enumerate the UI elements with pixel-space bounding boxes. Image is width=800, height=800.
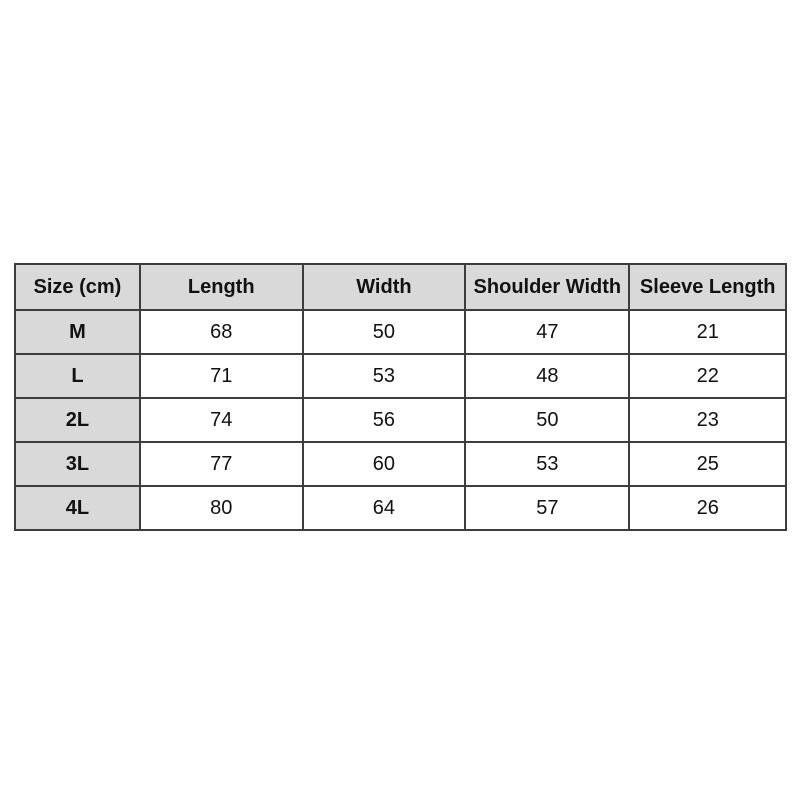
size-label: M	[15, 310, 140, 354]
size-label: L	[15, 354, 140, 398]
shoulder-width-value: 57	[465, 486, 629, 530]
size-chart-table	[14, 263, 787, 531]
width-value: 50	[303, 310, 466, 354]
width-value: 56	[303, 398, 466, 442]
length-value: 68	[140, 310, 303, 354]
width-value: 60	[303, 442, 466, 486]
size-label: 2L	[15, 398, 140, 442]
shoulder-width-value: 47	[465, 310, 629, 354]
sleeve-length-value: 23	[629, 398, 786, 442]
length-value: 74	[140, 398, 303, 442]
header-size: Size (cm)	[15, 264, 140, 310]
shoulder-width-value: 53	[465, 442, 629, 486]
table-row-m	[15, 310, 786, 354]
table-row-4l	[15, 486, 786, 530]
table-row-l	[15, 354, 786, 398]
shoulder-width-value: 48	[465, 354, 629, 398]
sleeve-length-value: 22	[629, 354, 786, 398]
header-row	[15, 264, 786, 310]
length-value: 80	[140, 486, 303, 530]
header-width: Width	[303, 264, 466, 310]
sleeve-length-value: 26	[629, 486, 786, 530]
width-value: 64	[303, 486, 466, 530]
size-label: 4L	[15, 486, 140, 530]
table-row-2l	[15, 398, 786, 442]
shoulder-width-value: 50	[465, 398, 629, 442]
length-value: 77	[140, 442, 303, 486]
sleeve-length-value: 25	[629, 442, 786, 486]
sleeve-length-value: 21	[629, 310, 786, 354]
size-label: 3L	[15, 442, 140, 486]
width-value: 53	[303, 354, 466, 398]
table-row-3l	[15, 442, 786, 486]
length-value: 71	[140, 354, 303, 398]
header-shoulder-width: Shoulder Width	[465, 264, 629, 310]
header-sleeve-length: Sleeve Length	[629, 264, 786, 310]
header-length: Length	[140, 264, 303, 310]
